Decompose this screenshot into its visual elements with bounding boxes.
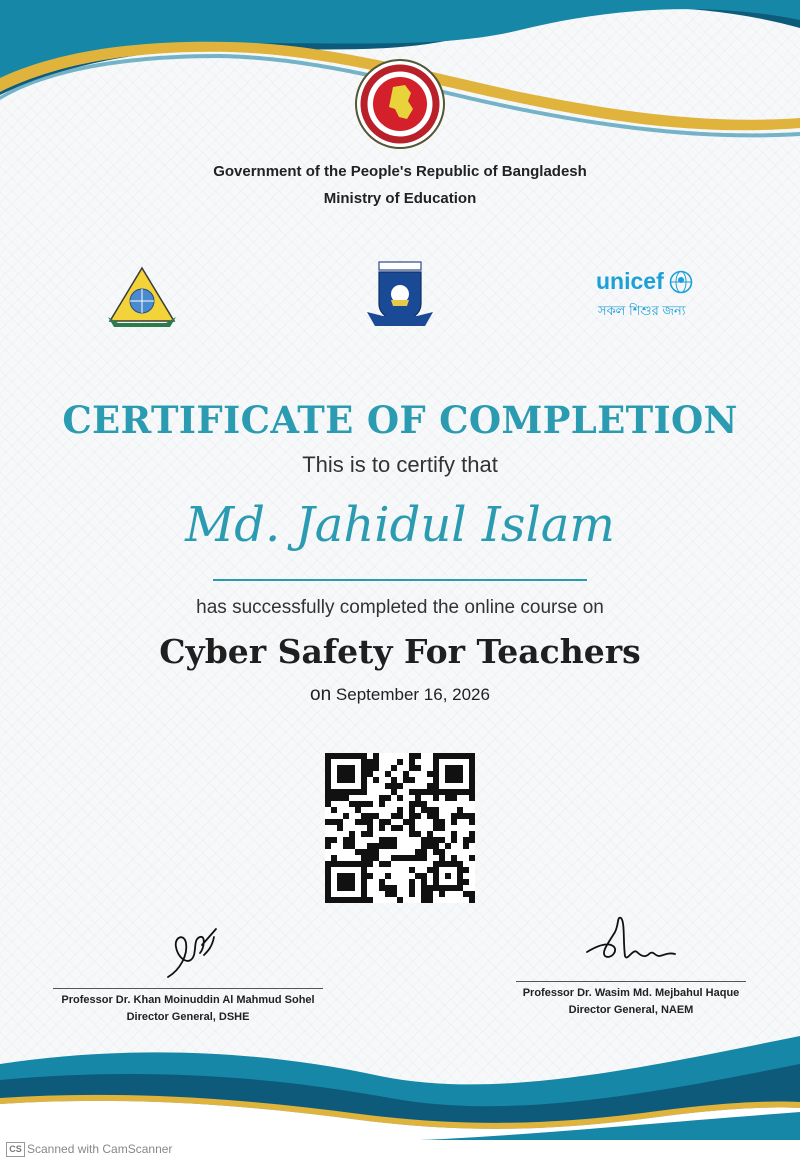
signatory-right-title: Director General, NAEM <box>568 1004 694 1016</box>
recipient-name: Md. Jahidul Islam <box>185 497 615 553</box>
scanned-with-text: Scanned with CamScanner <box>27 1142 173 1156</box>
signatory-left <box>33 992 343 1026</box>
signatory-left-name: Professor Dr. Khan Moinuddin Al Mahmud Sohel <box>61 994 315 1006</box>
signatory-right-name: Professor Dr. Wasim Md. Mejbahul Haque <box>522 987 740 999</box>
name-underline <box>213 579 587 581</box>
qr-code-icon <box>325 753 475 903</box>
signatory-right <box>491 985 771 1019</box>
date-prefix: on <box>310 684 332 705</box>
signatory-left-title: Director General, DSHE <box>126 1011 250 1023</box>
completion-date-line <box>0 684 800 706</box>
government-heading: Government of the People's Republic of Bangladesh <box>213 163 587 180</box>
course-title: Cyber Safety For Teachers <box>159 632 641 671</box>
naem-logo-icon <box>363 260 437 332</box>
certify-text: This is to certify that <box>302 452 498 477</box>
unicef-tagline: সকল শিশুর জন্য <box>598 303 686 318</box>
ministry-heading: Ministry of Education <box>323 190 477 207</box>
unicef-wordmark: unicef <box>596 268 664 294</box>
signature-line-right <box>516 981 746 982</box>
signature-line-left <box>53 988 323 989</box>
completed-text: has successfully completed the online course on <box>196 597 604 618</box>
dshe-logo-icon <box>106 265 178 327</box>
camscanner-badge: CS <box>6 1142 25 1157</box>
bangladesh-government-seal-icon <box>353 57 447 151</box>
signature-right-icon <box>583 912 683 972</box>
completion-date: September 16, 2026 <box>335 685 490 704</box>
bottom-wave-decoration <box>0 1028 800 1140</box>
unicef-globe-icon <box>669 270 693 294</box>
signature-left-icon <box>160 915 220 985</box>
certificate-title: CERTIFICATE OF COMPLETION <box>62 398 738 442</box>
